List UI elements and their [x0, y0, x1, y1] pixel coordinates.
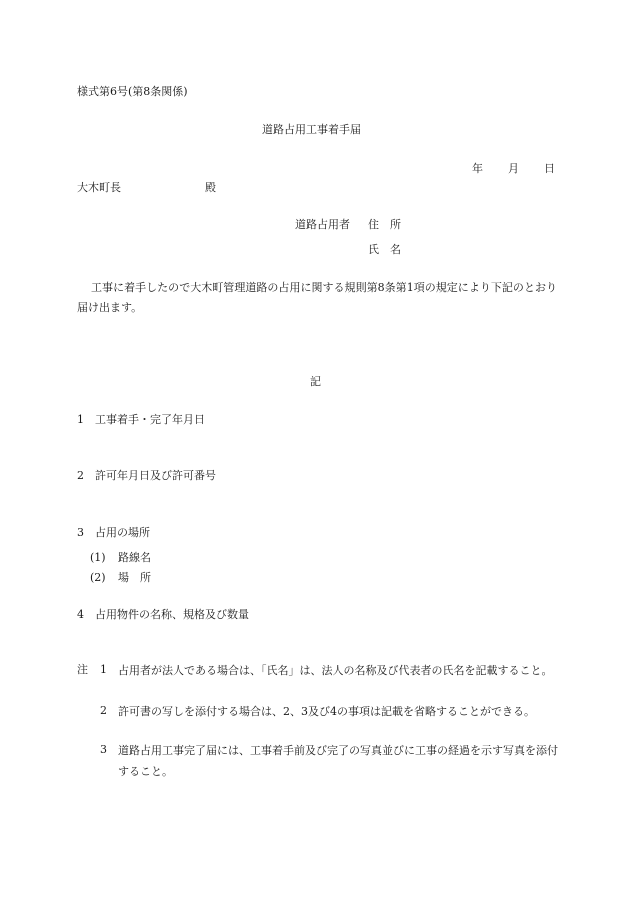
date-month-label: 月: [508, 162, 519, 175]
item-1: 1 工事着手・完了年月日: [77, 413, 205, 426]
addressee-honorific: 殿: [205, 181, 216, 194]
item-4: 4 占用物件の名称、規格及び数量: [77, 608, 249, 621]
record-heading: 記: [310, 375, 321, 388]
form-label: 様式第6号(第8条関係): [77, 85, 188, 98]
item-2: 2 許可年月日及び許可番号: [77, 469, 216, 482]
item-3-sub-2-number: (2): [90, 571, 106, 584]
item-3-sub-1-label: 路線名: [118, 551, 151, 564]
note-2-number: 2: [100, 704, 107, 717]
applicant-name-label: 氏 名: [368, 243, 401, 256]
note-2-text: [118, 701, 558, 722]
item-3-sub-2-label: 場 所: [118, 571, 151, 584]
date-day-label: 日: [544, 162, 555, 175]
note-2-text-content: 許可書の写しを添付する場合は、2、3及び4の事項は記載を省略することができる。: [118, 705, 535, 718]
applicant-address-label: 住 所: [368, 218, 401, 231]
note-3-text: [118, 740, 558, 782]
note-1-number: 1: [100, 663, 107, 676]
item-3-sub-1-number: (1): [90, 551, 106, 564]
notes-marker: 注: [77, 663, 88, 676]
body-text: 工事に着手したので大木町管理道路の占用に関する規則第8条第1項の規定により下記のとおり届け出ます。: [77, 281, 557, 314]
note-3-text-content: 道路占用工事完了届には、工事着手前及び完了の写真並びに工事の経過を示す写真を添付すること。: [118, 744, 558, 778]
note-1-text: [118, 660, 558, 681]
item-3: 3 占用の場所: [77, 526, 150, 539]
date-year-label: 年: [472, 162, 483, 175]
note-1-text-content: 占用者が法人である場合は、「氏名」は、法人の名称及び代表者の氏名を記載すること。: [118, 664, 553, 677]
document-title: 道路占用工事着手届: [262, 123, 361, 136]
note-3-number: 3: [100, 743, 107, 756]
addressee-name: 大木町長: [77, 181, 121, 194]
applicant-label: 道路占用者: [295, 218, 350, 231]
body-paragraph: [77, 278, 557, 318]
